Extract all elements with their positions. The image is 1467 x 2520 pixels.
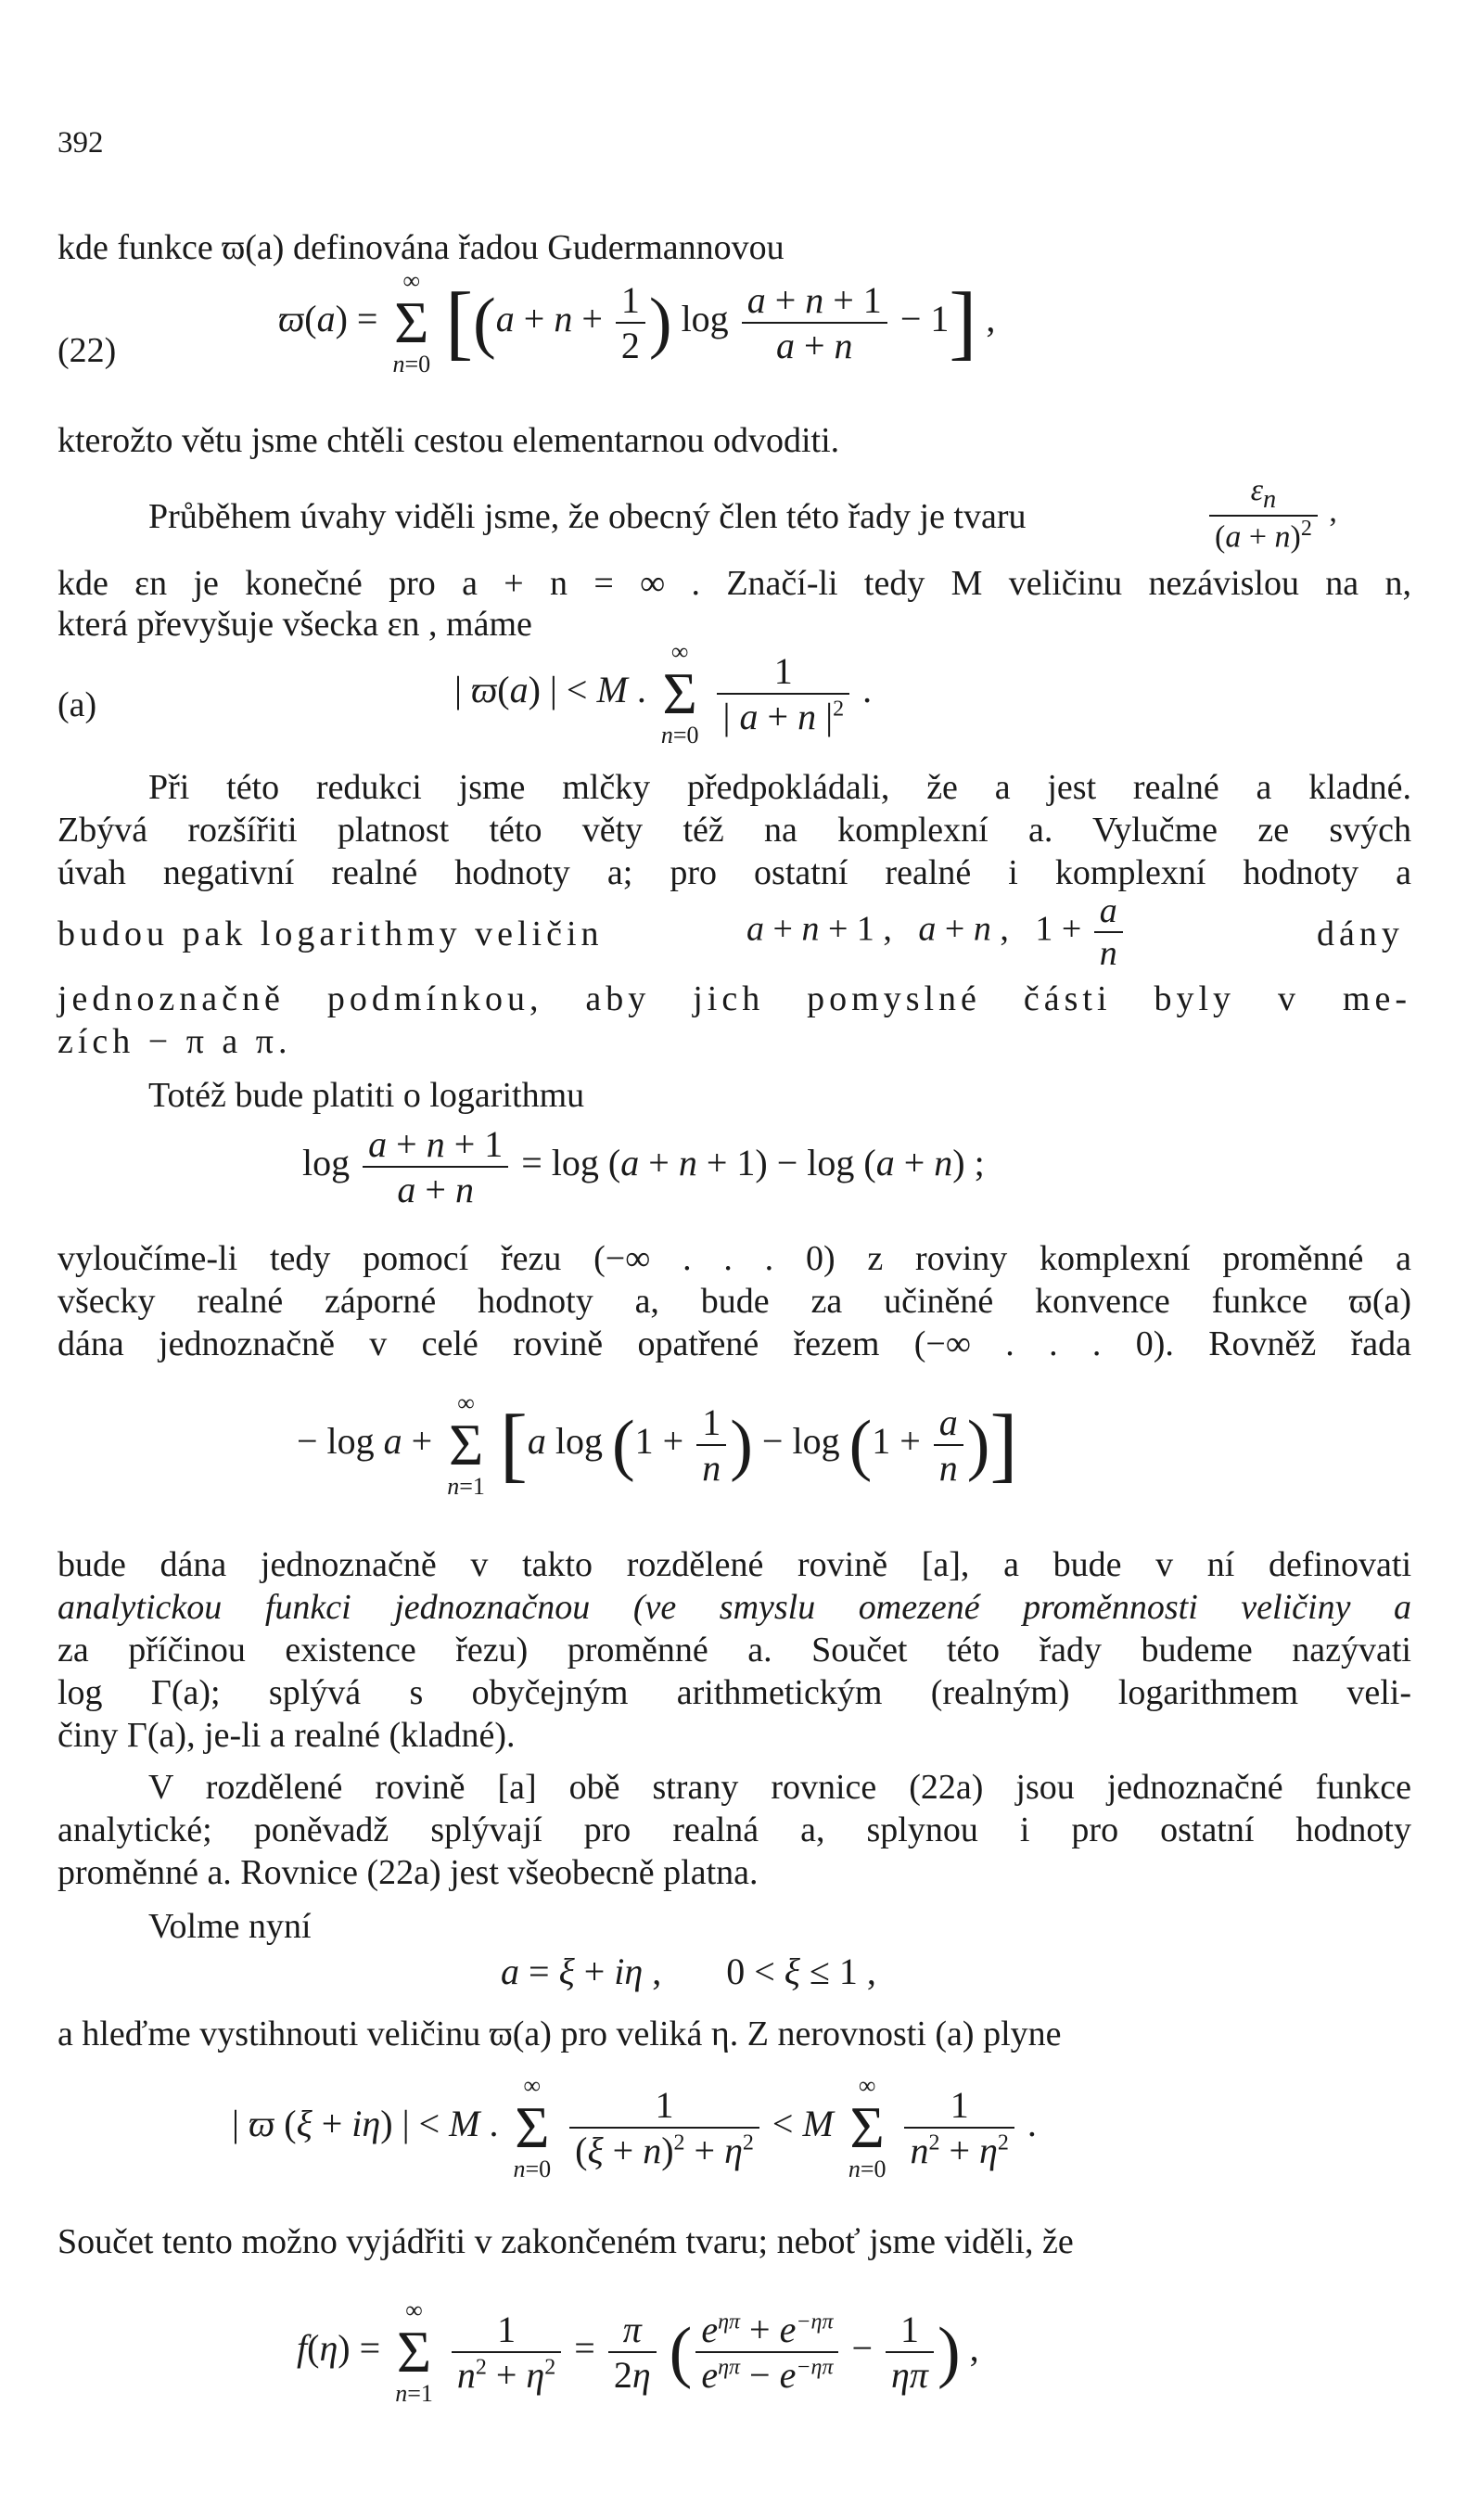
equation-label-22: (22) [57,331,117,370]
paragraph-line: kterožto větu jsme chtěli cestou elementarnou odvoditi. [57,421,840,460]
paragraph-line: analytickou funkci jednoznačnou (ve smyslu omezené proměnnosti veličiny a [57,1588,1411,1627]
paragraph-line: Součet tento možno vyjádřiti v zakončeném tvaru; neboť jsme viděli, že [57,2222,1074,2261]
paragraph-line: Při této redukci jsme mlčky předpokládali, že a jest realné a kladné. [148,768,1411,807]
paragraph-line: analytické; poněvadž splývají pro realná a, splynou i pro ostatní hodnoty [57,1810,1411,1849]
paragraph-line: vyloučíme-li tedy pomocí řezu (−∞ . . . 0) z roviny komplexní proměnné a [57,1239,1411,1278]
paragraph-line: kde funkce ϖ(a) definována řadou Gudermannovou [57,228,785,267]
inequality-a: | ϖ(a) | < M . ∞ Σ n=0 $\frac{1}{| a + n |^2}$ . [454,638,873,748]
paragraph-line: za příčinou existence řezu) proměnné a. Součet této řady budeme nazývati [57,1631,1411,1669]
page-number: 392 [57,126,104,160]
paragraph-line: proměnné a. Rovnice (22a) jest všeobecně platna. [57,1853,759,1892]
paragraph-line: zích − π a π. [57,1022,292,1061]
paragraph-line: kde εn je konečné pro a + n = ∞ . Značí-li tedy M veličinu nezávislou na n, [57,564,1411,603]
equation-label-a: (a) [57,685,97,724]
log-gamma-series: − log a + ∞ Σ n=1 [a log (1 + $\frac{1}{n}$ ) − log (1 + $\frac{a}{n}$ )] [297,1389,1018,1500]
paragraph-line: činy Γ(a), je-li a realné (kladné). [57,1716,516,1755]
paragraph-line: Volme nyní [148,1907,312,1946]
equation-22: ϖ(a) = ∞ Σ n=0 [(a + n + $\frac{1}{2}$ ) log $\frac{a + n + 1}{a + n}$ − 1] , [278,267,996,377]
paragraph-line: log Γ(a); splývá s obyčejným arithmetickým (realným) logarithmem veli- [57,1673,1411,1712]
paragraph-line: Zbývá rozšířiti platnost této věty též na komplexní a. Vylučme ze svých [57,811,1411,850]
paragraph-line: která převyšuje všecka εn , máme [57,605,532,644]
paragraph-line: dána jednoznačně v celé rovině opatřené řezem (−∞ . . . 0). Rovněž řada [57,1324,1411,1363]
paragraph-line: a hleďme vystihnouti veličinu ϖ(a) pro veliká η. Z nerovnosti (a) plyne [57,2015,1062,2053]
bound-inequality: | ϖ (ξ + iη) | < M . ∞ Σ n=0 $\frac{1}{(\xi + n)^2 + \eta^2}$ < M ∞ Σ n=0 $\frac{1}{n^2 + \eta^2}$ . [232,2072,1037,2182]
paragraph-line: jednoznačně podmínkou, aby jich pomyslné části byly v me- [57,979,1411,1018]
paragraph-line: všecky realné záporné hodnoty a, bude za učiněné konvence funkce ϖ(a) [57,1282,1411,1321]
paragraph-line: dány [1317,915,1404,953]
substitution-equation: a = ξ + iη , 0 < ξ ≤ 1 , [501,1951,876,1992]
paragraph-line: úvah negativní realné hodnoty a; pro ostatní realné i komplexní hodnoty a [57,853,1411,892]
paragraph-line: budou pak logarithmy veličin [57,915,604,953]
general-term-fraction: $\frac{\varepsilon_n}{(a + n)^2}$ , [1205,473,1337,555]
logarithm-arguments: a + n + 1 , a + n , 1 + $\frac{a}{n}$ [746,890,1127,974]
logarithm-identity: log $\frac{a + n + 1}{a + n}$ = log (a + n + 1) − log (a + n) ; [302,1123,985,1210]
closed-form-sum: f(η) = ∞ Σ n=1 $\frac{1}{n^2 + \eta^2}$ = $\frac{\pi}{2\eta}$ ( $\frac{e^{\eta\pi} + e^{-\eta\pi}}{e^{\eta\pi} - e^{-\eta\pi}}$ − $\frac{1}{\eta\pi}$ ) , [297,2296,979,2407]
paragraph-line: Totéž bude platiti o logarithmu [148,1076,585,1115]
paragraph-line: bude dána jednoznačně v takto rozdělené rovině [a], a bude v ní definovati [57,1545,1411,1584]
paragraph-line: Průběhem úvahy viděli jsme, že obecný člen této řady je tvaru [148,497,1027,536]
paragraph-line: V rozdělené rovině [a] obě strany rovnice (22a) jsou jednoznačné funkce [148,1768,1411,1807]
